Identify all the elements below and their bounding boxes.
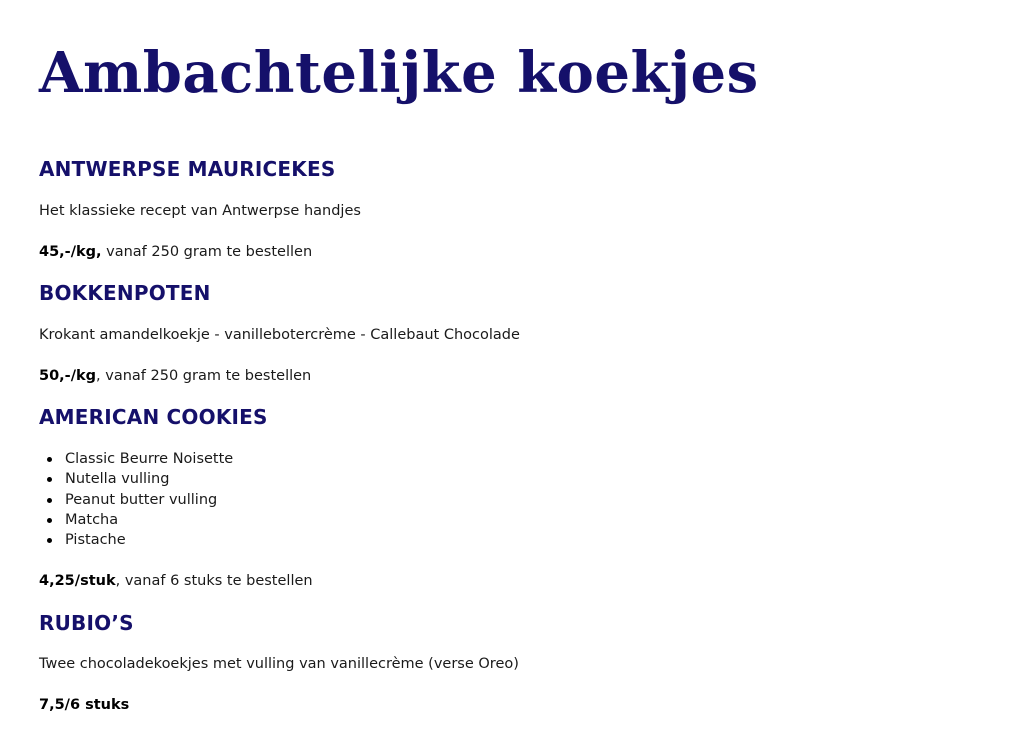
flavor-label: Classic Beurre Noisette — [65, 451, 234, 467]
price-note: , vanaf 6 stuks te bestellen — [115, 573, 313, 589]
section-heading-rubios: RUBIO’S — [39, 611, 134, 635]
list-item — [39, 449, 233, 469]
flavor-label: Matcha — [65, 511, 119, 528]
list-item — [39, 490, 233, 510]
section-heading-antwerpse-mauricekes: ANTWERPSE MAURICEKES — [39, 157, 336, 181]
price-note: , vanaf 250 gram te bestellen — [96, 368, 312, 384]
price-value: 7,5/6 stuks — [39, 697, 130, 713]
list-item — [39, 510, 233, 530]
bullet-icon — [47, 518, 52, 523]
section-description: Twee chocoladekoekjes met vulling van vanillecrème (verse Oreo) — [39, 656, 519, 672]
flavor-label: Pistache — [65, 532, 126, 549]
bullet-icon — [47, 477, 52, 482]
bullet-icon — [47, 538, 52, 543]
list-item — [39, 530, 233, 550]
list-item — [39, 469, 233, 489]
section-heading-american-cookies: AMERICAN COOKIES — [39, 405, 268, 429]
section-price — [39, 571, 313, 591]
bullet-icon — [47, 498, 52, 503]
flavor-list — [39, 449, 233, 550]
price-value: 50,-/kg — [39, 368, 97, 384]
price-value: 45,-/kg, — [39, 244, 102, 260]
flavor-label: Peanut butter vulling — [65, 491, 218, 508]
section-price — [39, 366, 311, 386]
section-description: Krokant amandelkoekje - vanillebotercrème - Callebaut Chocolade — [39, 327, 520, 343]
bullet-icon — [47, 457, 52, 462]
page-title: Ambachtelijke koekjes — [39, 40, 759, 106]
section-description: Het klassieke recept van Antwerpse handjes — [39, 203, 361, 219]
section-price — [39, 242, 312, 262]
price-note: vanaf 250 gram te bestellen — [101, 244, 313, 260]
price-value: 4,25/stuk — [39, 573, 116, 589]
section-heading-bokkenpoten: BOKKENPOTEN — [39, 281, 211, 305]
flavor-label: Nutella vulling — [65, 471, 170, 488]
section-price — [39, 695, 129, 715]
